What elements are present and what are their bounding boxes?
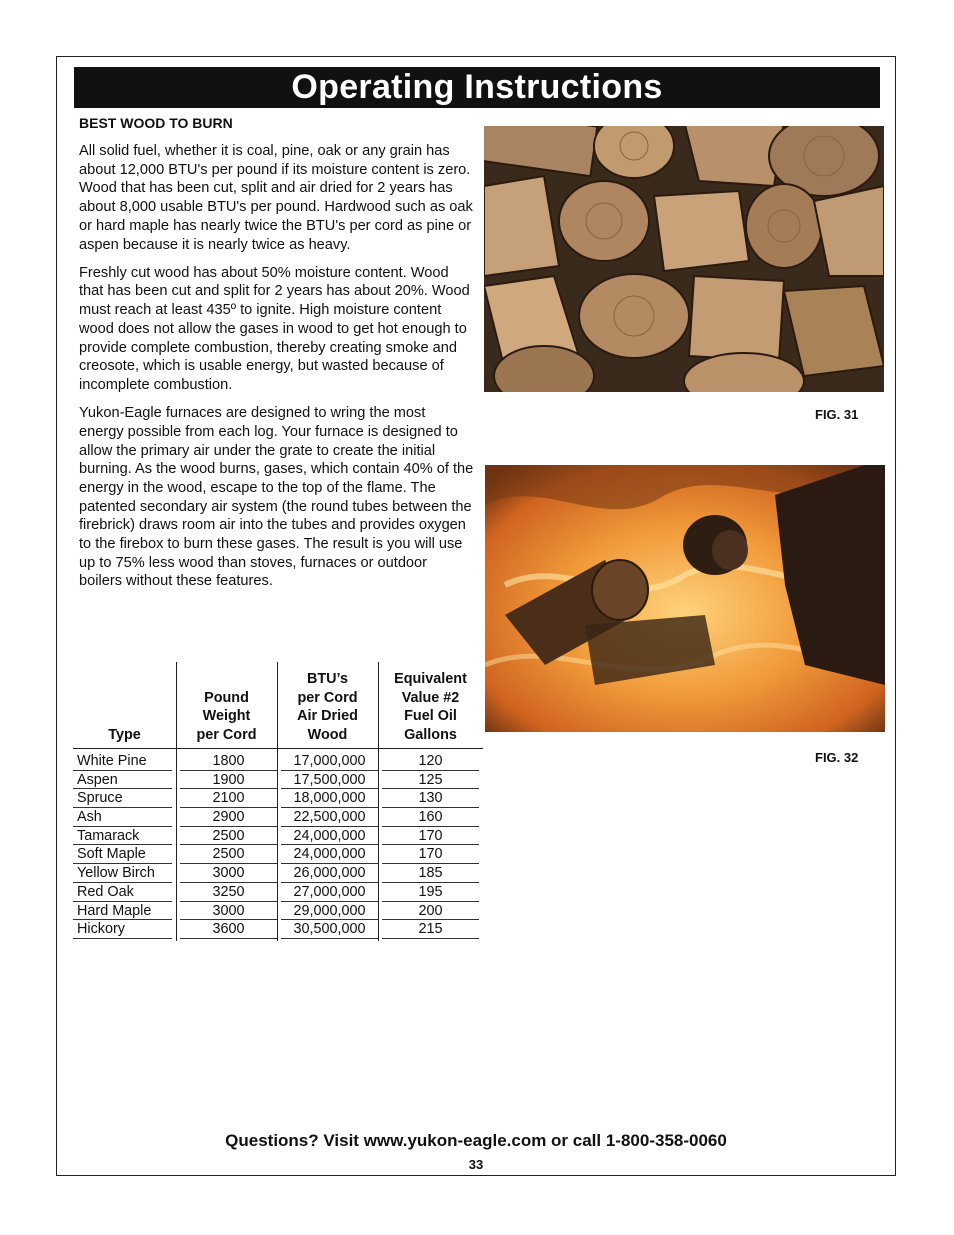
weight-cell: 1900 — [180, 771, 277, 790]
page-title: Operating Instructions — [291, 68, 663, 106]
header-type: Type — [108, 726, 141, 743]
section-heading: BEST WOOD TO BURN — [79, 115, 233, 131]
weight-cell: 3000 — [180, 902, 277, 921]
header-fuel-oil: Equivalent Value #2 Fuel Oil Gallons — [394, 671, 467, 743]
table-row — [73, 883, 483, 902]
title-banner — [74, 67, 880, 108]
wood-type-cell: Ash — [73, 808, 172, 827]
fuel-oil-cell: 130 — [382, 789, 479, 808]
fuel-oil-cell: 195 — [382, 883, 479, 902]
header-weight: Pound Weight per Cord — [196, 689, 257, 743]
table-row — [73, 808, 483, 827]
fuel-oil-cell: 170 — [382, 845, 479, 864]
weight-cell: 2500 — [180, 827, 277, 846]
wood-type-cell: Hard Maple — [73, 902, 172, 921]
firewood-photo — [484, 126, 884, 392]
btu-cell: 18,000,000 — [281, 789, 378, 808]
header-btu: BTU’s per Cord Air Dried Wood — [297, 671, 358, 743]
btu-cell: 26,000,000 — [281, 864, 378, 883]
table-row — [73, 752, 483, 771]
fuel-oil-cell: 215 — [382, 920, 479, 939]
weight-cell: 2100 — [180, 789, 277, 808]
weight-cell: 1800 — [180, 752, 277, 771]
btu-cell: 27,000,000 — [281, 883, 378, 902]
wood-type-cell: Tamarack — [73, 827, 172, 846]
fuel-oil-cell: 185 — [382, 864, 479, 883]
wood-type-cell: Red Oak — [73, 883, 172, 902]
table-row — [73, 789, 483, 808]
wood-type-cell: Hickory — [73, 920, 172, 939]
wood-type-cell: Yellow Birch — [73, 864, 172, 883]
wood-type-cell: Aspen — [73, 771, 172, 790]
wood-type-cell: White Pine — [73, 752, 172, 771]
body-text — [79, 142, 474, 601]
fire-photo — [485, 465, 885, 732]
paragraph: Yukon-Eagle furnaces are designed to wring the most energy possible from each log. Your furnace is designed to allow the primary air under the grate to create the initial burning. As the wood burns, gases, which contain 40% of the energy in the wood, escape to the top of the flame. The patented secondary air system (the round tubes between the firebrick) draws room air into the tubes and provides oxygen to the firebox to burn these gases. The result is you will use up to 75% less wood than stoves, furnaces or outdoor boilers without these features. — [79, 405, 474, 590]
btu-cell: 24,000,000 — [281, 845, 378, 864]
fuel-oil-cell: 125 — [382, 771, 479, 790]
fuel-oil-cell: 200 — [382, 902, 479, 921]
figure-31-label: FIG. 31 — [815, 407, 859, 422]
weight-cell: 2900 — [180, 808, 277, 827]
page-number: 33 — [468, 1157, 484, 1172]
fuel-oil-cell: 170 — [382, 827, 479, 846]
btu-cell: 22,500,000 — [281, 808, 378, 827]
btu-cell: 30,500,000 — [281, 920, 378, 939]
fuel-oil-cell: 120 — [382, 752, 479, 771]
table-body — [73, 752, 483, 939]
table-row — [73, 845, 483, 864]
wood-btu-table — [73, 662, 483, 939]
table-row — [73, 864, 483, 883]
btu-cell: 29,000,000 — [281, 902, 378, 921]
table-row — [73, 771, 483, 790]
table-row — [73, 827, 483, 846]
weight-cell: 3000 — [180, 864, 277, 883]
wood-type-cell: Soft Maple — [73, 845, 172, 864]
footer-contact: Questions? Visit www.yukon-eagle.com or call 1-800-358-0060 — [225, 1131, 727, 1150]
table-row — [73, 902, 483, 921]
figure-32-label: FIG. 32 — [815, 750, 859, 765]
btu-cell: 24,000,000 — [281, 827, 378, 846]
table-row — [73, 920, 483, 939]
weight-cell: 3250 — [180, 883, 277, 902]
table-header — [73, 662, 483, 749]
paragraph: All solid fuel, whether it is coal, pine, oak or any grain has about 12,000 BTU's per pound if its moisture content is zero. Wood that has been cut, split and air dried for 2 years has about 8,000 usable BTU's per pound. Hardwood such as oak or hard maple has nearly twice the BTU's per cord as pine or aspen because it is nearly twice as heavy. — [79, 143, 473, 253]
wood-type-cell: Spruce — [73, 789, 172, 808]
weight-cell: 3600 — [180, 920, 277, 939]
btu-cell: 17,000,000 — [281, 752, 378, 771]
btu-cell: 17,500,000 — [281, 771, 378, 790]
weight-cell: 2500 — [180, 845, 277, 864]
fuel-oil-cell: 160 — [382, 808, 479, 827]
paragraph: Freshly cut wood has about 50% moisture content. Wood that has been cut and split for 2 years has about 20%. Wood must reach at least 435º to ignite. High moisture content wood does not allow the gases in wood to get hot enough to provide complete combustion, thereby creating smoke and creosote, which is usable energy, but wasted because of incomplete combustion. — [79, 264, 470, 393]
